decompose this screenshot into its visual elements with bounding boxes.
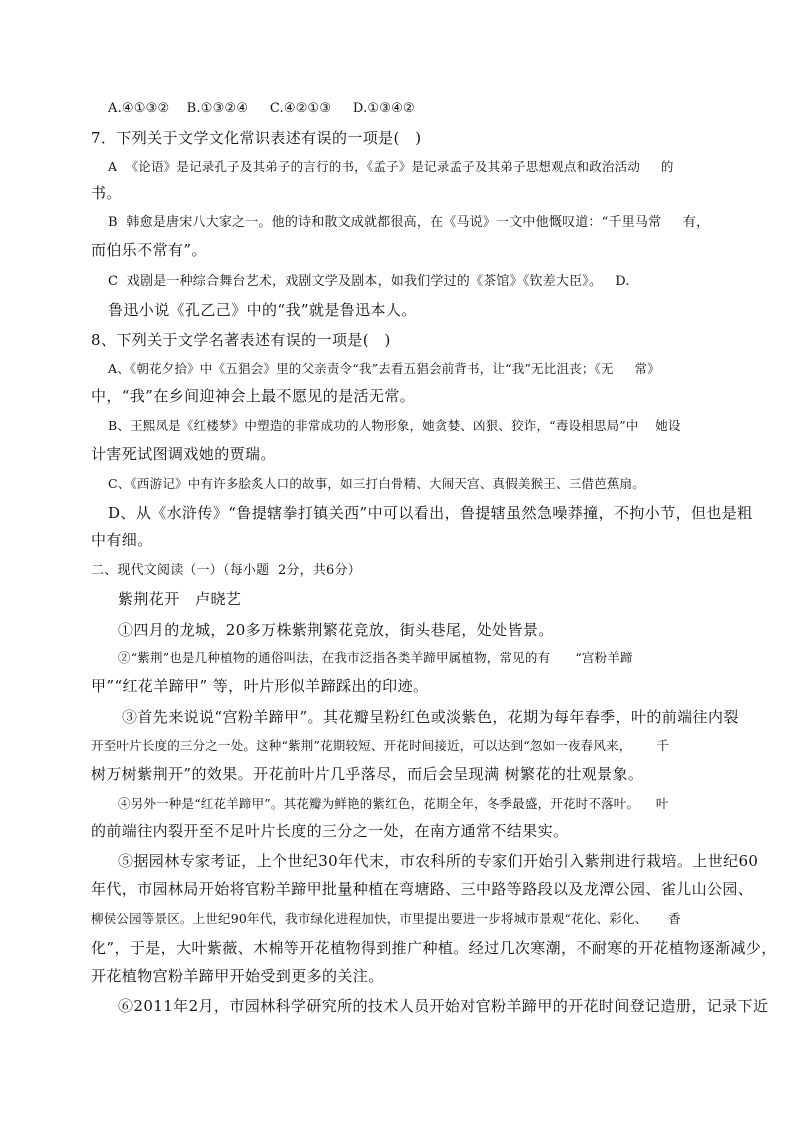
question-8-option-a: A、《朝花夕拾》中《五猖会》里的父亲责令“我”去看五猖会前背书，让“我”无比沮丧；《无 常》 <box>108 361 660 376</box>
question-7-option-b: B 韩愈是唐宋八大家之一。他的诗和散文成就都很高，在《马说》一文中他慨叹道：“千里马常 有， <box>108 215 710 230</box>
paragraph-3-line-3: 树万树紫荆开”的效果。开花前叶片几乎落尽，而后会呈现满 树繁花的壮观景象。 <box>91 765 644 783</box>
paragraph-4-line-1: ④另外一种是“红花羊蹄甲”。其花瓣为鲜艳的紫红色，花期全年，冬季最盛，开花时不落叶。 叶 <box>118 796 669 811</box>
question-7-option-c: C 戏剧是一种综合舞台艺术，戏剧文学及剧本，如我们学过的《茶馆》《钦差大臣》。 D. <box>108 274 630 289</box>
question-7-option-d: 鲁迅小说《孔乙己》中的“我”就是鲁迅本人。 <box>108 301 417 319</box>
article-title: 紫荆花开 卢晓艺 <box>118 590 242 608</box>
question-8-option-a-cont: 中，“我”在乡间迎神会上最不愿见的是活无常。 <box>91 387 416 405</box>
paragraph-5-line-3: 柳侯公园等景区。上世纪90年代，我市绿化进程加快，市里提出要进一步将城市景观“花化、彩化、 香 <box>91 911 681 926</box>
paragraph-3-line-1: ③首先来说说“宫粉羊蹄甲”。其花瓣呈粉红色或淡紫色，花期为每年春季，叶的前端往内裂 <box>122 708 739 726</box>
question-7-stem: 7．下列关于文学文化常识表述有误的一项是( ) <box>91 129 422 147</box>
question-8-option-b-cont: 计害死试图调戏她的贾瑞。 <box>91 445 276 463</box>
question-6-options: A.④①③② B.①③②④ C.④②①③ D.①③④② <box>108 101 415 116</box>
question-8-stem: 8、下列关于文学名著表述有误的一项是( ) <box>91 331 391 349</box>
section-2-heading: 二、现代文阅读（一）（每小题 2分，共6分） <box>91 563 361 578</box>
question-8-option-c: C、《西游记》中有许多脍炙人口的故事，如三打白骨精、大闹天宫、真假美猴王、三借芭蕉扇。 <box>108 476 645 491</box>
paragraph-4-line-2: 的前端往内裂开至不足叶片长度的三分之一处，在南方通常不结果实。 <box>91 822 569 840</box>
question-7-option-a: A 《论语》是记录孔子及其弟子的言行的书，《孟子》是记录孟子及其弟子思想观点和政治活动 的 <box>108 159 674 174</box>
paragraph-6-line-1: ⑥2011年2月，市园林科学研究所的技术人员开始对官粉羊蹄甲的开花时间登记造册，记录下近 <box>118 997 769 1015</box>
question-8-option-b: B、王熙凤是《红楼梦》中塑造的非常成功的人物形象，她贪婪、凶狠、狡诈，“毒设相思局”中 她设 <box>108 418 681 433</box>
paragraph-5-line-5: 开花植物宫粉羊蹄甲开始受到更多的关注。 <box>91 967 384 985</box>
paragraph-1: ①四月的龙城，20多万株紫荆繁花竞放，街头巷尾，处处皆景。 <box>118 621 554 639</box>
question-8-option-d: D、从《水浒传》“鲁提辖拳打镇关西”中可以看出，鲁提辖虽然急噪莽撞，不拘小节，但也是粗 <box>108 504 753 522</box>
question-7-option-a-cont: 书。 <box>91 184 122 202</box>
paragraph-5-line-1: ⑤据园林专家考证，上个世纪30年代末，市农科所的专家们开始引入紫荆进行栽培。上世纪60 <box>118 852 759 870</box>
question-8-option-d-cont: 中有细。 <box>91 531 153 549</box>
question-7-option-b-cont: 而伯乐不常有”。 <box>91 241 207 259</box>
paragraph-5-line-4: 化”，于是，大叶紫薇、木棉等开花植物得到推广种植。经过几次寒潮，不耐寒的开花植物逐渐减少， <box>91 939 777 957</box>
paragraph-3-line-2: 开至叶片长度的三分之一处。这种“紫荆”花期较短、开花时间接近，可以达到“忽如一夜春风来， 千 <box>91 738 670 753</box>
paragraph-5-line-2: 年代，市园林局开始将官粉羊蹄甲批量种植在弯塘路、三中路等路段以及龙潭公园、雀儿山公园、 <box>91 880 754 898</box>
paragraph-2-line-1: ②“紫荆”也是几种植物的通俗叫法，在我市泛指各类羊蹄甲属植物，常见的有 “宫粉羊蹄 <box>118 650 633 665</box>
paragraph-2-line-2: 甲”“红花羊蹄甲” 等，叶片形似羊蹄踩出的印迹。 <box>91 677 429 695</box>
